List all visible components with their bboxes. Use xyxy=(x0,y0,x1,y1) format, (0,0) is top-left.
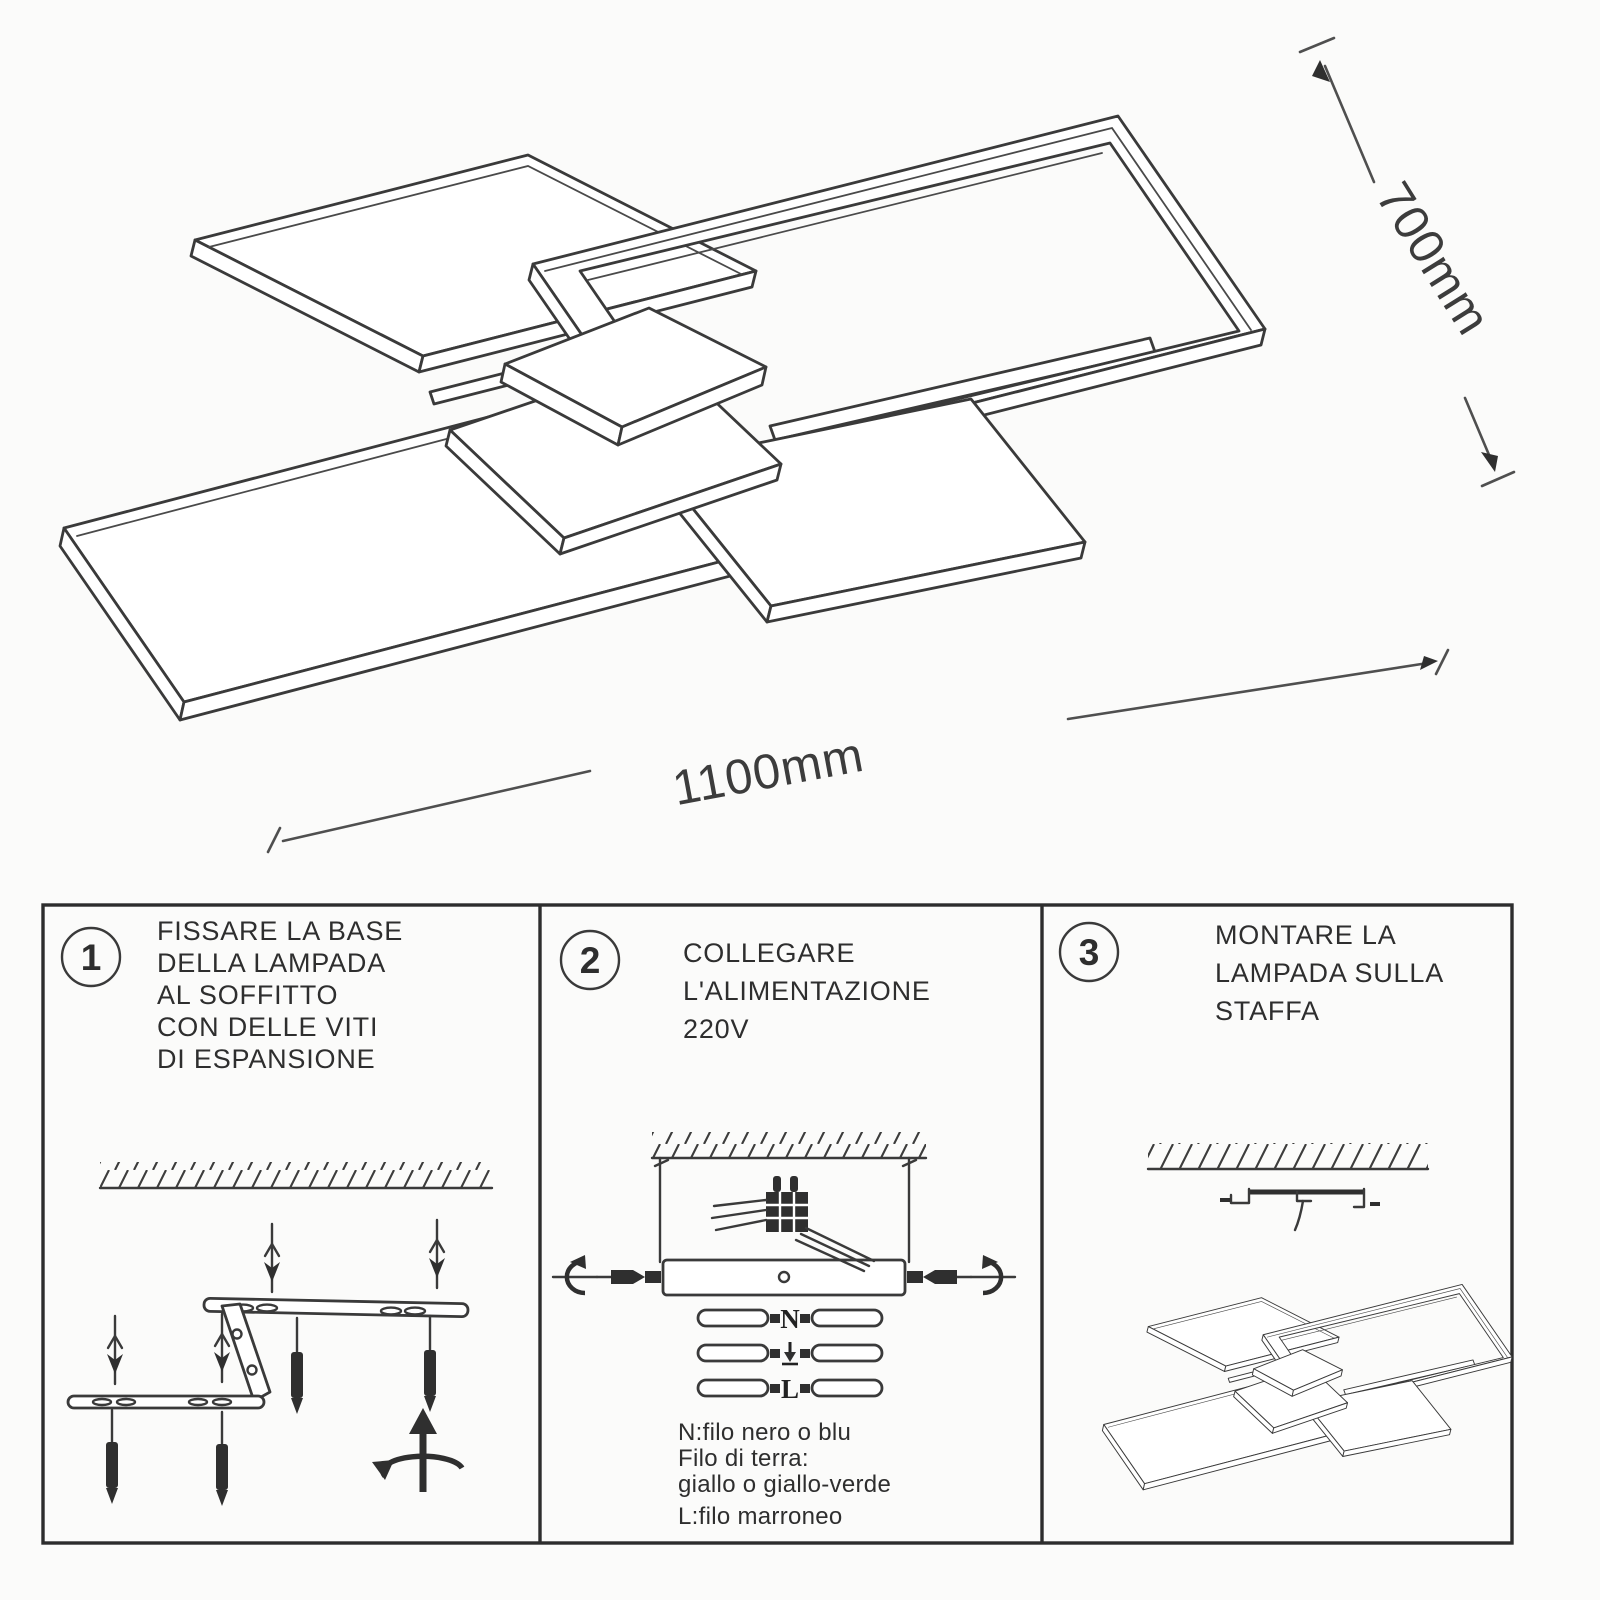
mounting-bracket-lower xyxy=(68,1396,264,1408)
step-1-line-3: AL SOFFITTO xyxy=(157,980,339,1010)
anchor-icon xyxy=(107,1316,123,1384)
canopy-base-bar xyxy=(645,1260,923,1295)
screw-icon xyxy=(424,1316,436,1412)
step-2-illustration xyxy=(553,1132,1015,1530)
wire-connector-row-N xyxy=(698,1304,882,1334)
anchor-icon xyxy=(429,1220,445,1288)
step-1-line-1: FISSARE LA BASE xyxy=(157,916,404,946)
step-2-line-1: COLLEGARE xyxy=(683,938,856,968)
wiring-note-4: L:filo marroneo xyxy=(678,1503,843,1530)
step-3-line-1: MONTARE LA xyxy=(1215,920,1397,950)
step-2-line-2: L'ALIMENTAZIONE xyxy=(683,976,931,1006)
wire-connector-row-earth xyxy=(698,1342,882,1364)
step-1-line-4: CON DELLE VITI xyxy=(157,1012,379,1042)
instruction-strip xyxy=(43,905,1512,1543)
step-1-number: 1 xyxy=(80,937,102,978)
side-screw-left xyxy=(553,1255,645,1293)
step-1-illustration xyxy=(68,1162,492,1506)
step-2-line-3: 220V xyxy=(683,1014,750,1044)
wiring-notes xyxy=(678,1419,891,1530)
step-1-panel xyxy=(62,916,492,1506)
wiring-note-1: N:filo nero o blu xyxy=(678,1419,852,1446)
ceiling-hatch xyxy=(100,1162,492,1188)
wire-connector-row-L xyxy=(698,1374,882,1404)
rotation-arrow-icon xyxy=(372,1408,462,1492)
ceiling-hatch xyxy=(652,1132,926,1158)
side-screw-right xyxy=(923,1255,1015,1293)
terminal-block-icon xyxy=(712,1176,874,1271)
step-3-illustration xyxy=(1102,1143,1512,1490)
step-2-panel xyxy=(553,931,1015,1530)
screw-icon xyxy=(291,1318,303,1414)
wiring-note-2: Filo di terra: xyxy=(678,1445,809,1472)
step-3-panel xyxy=(1060,920,1512,1490)
step-1-text xyxy=(157,916,403,1074)
screw-icon xyxy=(106,1410,118,1504)
terminal-label-L: L xyxy=(780,1374,800,1404)
screw-icon xyxy=(216,1412,228,1506)
anchor-icon xyxy=(264,1224,280,1292)
step-3-line-2: LAMPADA SULLA xyxy=(1215,958,1444,988)
ceiling-bracket xyxy=(1220,1189,1380,1230)
step-1-line-5: DI ESPANSIONE xyxy=(157,1044,376,1074)
earth-icon xyxy=(782,1342,798,1364)
step-1-line-2: DELLA LAMPADA xyxy=(157,948,386,978)
dimension-700 xyxy=(1300,38,1514,486)
step-3-text xyxy=(1215,920,1444,1026)
step-2-text xyxy=(683,938,931,1044)
step-3-number: 3 xyxy=(1078,932,1100,973)
dimension-1100 xyxy=(268,650,1448,852)
bracket-z-link xyxy=(222,1304,270,1401)
step-3-line-3: STAFFA xyxy=(1215,996,1320,1026)
supply-wires xyxy=(712,1200,766,1230)
dimension-label-1100: 1100mm xyxy=(668,727,869,817)
wiring-note-3: giallo o giallo-verde xyxy=(678,1471,892,1498)
step-2-number: 2 xyxy=(579,940,601,981)
lamp-thumbnail xyxy=(1102,1284,1512,1489)
ceiling-hatch xyxy=(1148,1143,1428,1169)
dimension-label-700: 700mm xyxy=(1365,173,1501,345)
screw-icons xyxy=(106,1316,436,1506)
terminal-label-N: N xyxy=(780,1304,800,1334)
